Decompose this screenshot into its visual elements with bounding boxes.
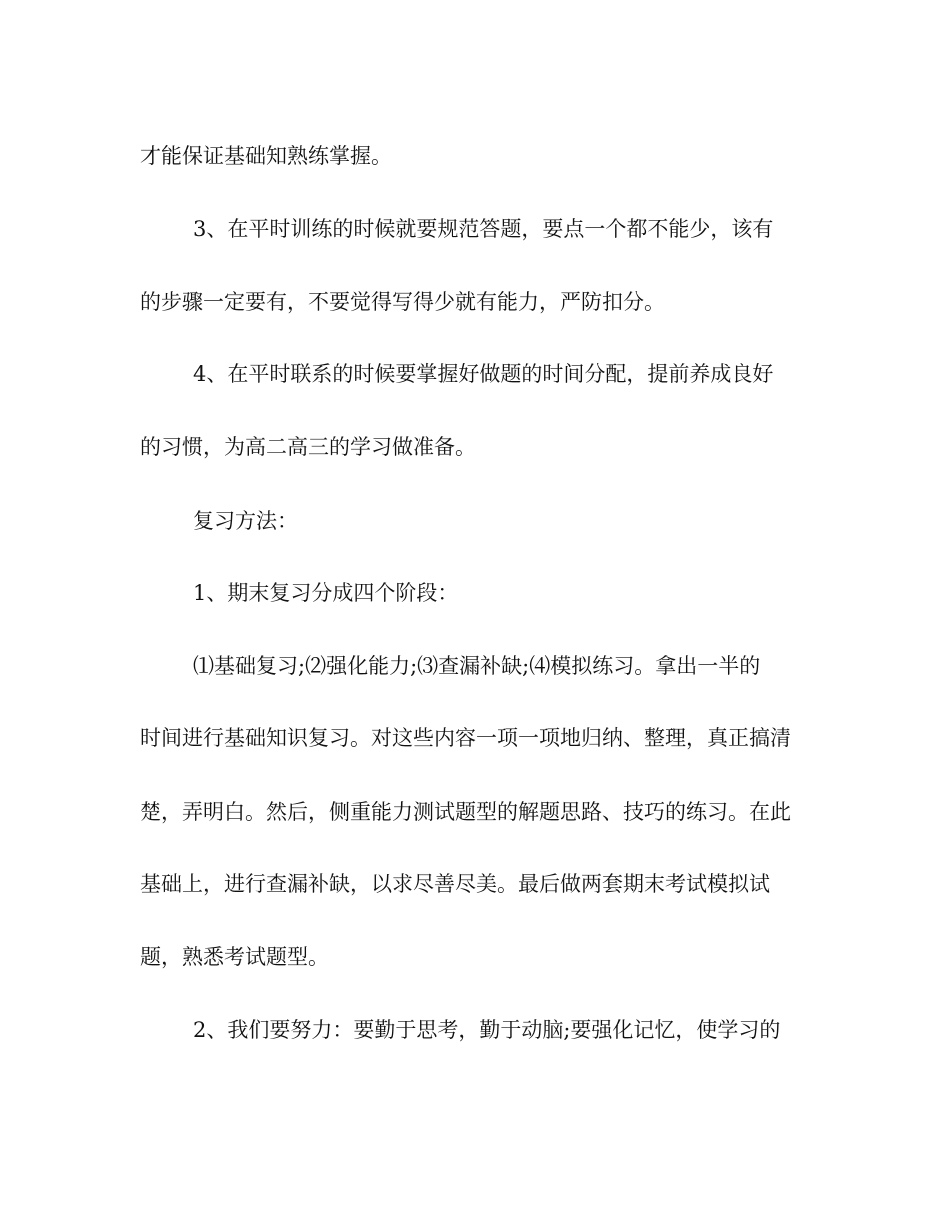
paragraph-line: 的习惯，为高二高三的学习做准备。 [140,435,476,459]
paragraph-line: 才能保证基础知熟练掌握。 [140,144,392,168]
paragraph-line: 4、在平时联系的时候要掌握好做题的时间分配，提前养成良好 [193,362,774,386]
paragraph-line: 2、我们要努力：要勤于思考，勤于动脑;要强化记忆，使学习的 [193,1018,781,1042]
paragraph-line: 的步骤一定要有，不要觉得写得少就有能力，严防扣分。 [140,290,665,314]
paragraph-line: 3、在平时训练的时候就要规范答题，要点一个都不能少，该有 [193,217,774,241]
paragraph-line: 1、期末复习分成四个阶段： [193,581,459,605]
paragraph-line: 楚，弄明白。然后，侧重能力测试题型的解题思路、技巧的练习。在此 [140,800,791,824]
paragraph-line: 题，熟悉考试题型。 [140,945,329,969]
paragraph-line: 基础上，进行查漏补缺，以求尽善尽美。最后做两套期末考试模拟试 [140,872,770,896]
paragraph-line: ⑴基础复习;⑵强化能力;⑶查漏补缺;⑷模拟练习。拿出一半的 [193,654,761,678]
section-heading: 复习方法： [193,509,298,533]
paragraph-line: 时间进行基础知识复习。对这些内容一项一项地归纳、整理，真正搞清 [140,726,791,750]
